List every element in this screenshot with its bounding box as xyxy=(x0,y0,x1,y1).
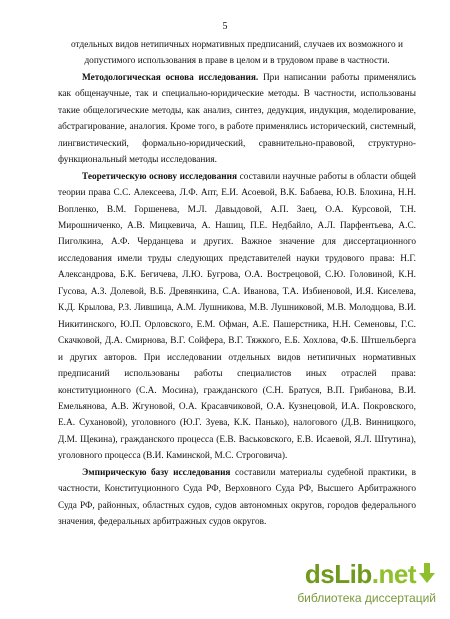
paragraph-methodology xyxy=(58,70,416,169)
watermark-logo-main: dsLib xyxy=(304,559,372,589)
dslib-watermark[interactable] xyxy=(286,559,436,607)
empirical-text: составили материалы судебной практики, в частности, Конституционного Суда РФ, Верховного Суда РФ, Высшего Арбитражного Суда РФ, районных, областных судов, судов автономных округов, городов федерального значения, федеральных арбитражных судов округов. xyxy=(58,467,416,528)
document-body xyxy=(58,37,416,531)
watermark-logo xyxy=(305,559,416,590)
download-arrow-icon xyxy=(418,563,436,585)
methodology-heading: Методологическая основа исследования. xyxy=(82,72,259,83)
theory-heading: Теоретическую основу исследования xyxy=(82,171,237,182)
paragraph-continuation: отдельных видов нетипичных нормативных предписаний, случаев их возможного и допустимого использования в праве в целом и в трудовом праве в частности. xyxy=(71,40,403,67)
theory-text: составили научные работы в области общей теории права С.С. Алексеева, Л.Ф. Апт, Е.И. Асоевой, В.К. Бабаева, Ю.В. Блохина, Н.Н. Вопленко, В.М. Горшенева, М.Л. Давыдовой, А.П. Заец, О.А. Курсовой, Т.Н. Мирошниченко, А.В. Мицкевича, А. Нашиц, П.Е. Недбайло, А.Л. Парфентьева, А.С. Пиголкина, А.Ф. Черданцева и других. Важное значение для диссертационного исследования имели труды следующих представителей науки трудового права: Н.Г. Александрова, Б.К. Бегичева, Л.Ю. Бугрова, О.А. Вострецовой, С.Ю. Головиной, К.Н. Гусова, А.З. Долевой, В.Б. Древянкина, С.А. Иванова, Т.А. Избиеновой, И.Я. Киселева, К.Д. Крылова, Р.З. Лившица, А.М. Лушникова, М.В. Лушниковой, М.В. Молодцова, В.И. Никитинского, Ю.П. Орловского, Е.М. Офман, А.Е. Пашерстника, Н.Н. Семеновы, Г.С. Скачковой, Д.А. Смирнова, В.Г. Сойфера, В.Г. Тяжкого, Е.Б. Хохлова, Ф.Б. Штшельберга и других авторов. При исследовании отдельных видов нетипичных нормативных предписаний использованы работы специалистов иных отраслей права: конституционного (С.А. Мосина), гражданского (С.Н. Братуся, В.П. Грибанова, В.И. Емельянова, А.В. Жгуновой, О.А. Красавчиковой, О.А. Кузнецовой, И.А. Покровского, Е.А. Сухановой), уголовного (Ю.Г. Зуева, К.К. Панько), налогового (Д.В. Винницкого, Д.М. Щекина), гражданского процесса (Е.В. Васьковского, Е.В. Исаевой, Я.Л. Штутина), уголовного процесса (В.И. Каминской, М.С. Строговича). xyxy=(58,171,417,462)
paragraph-theory xyxy=(58,169,416,465)
paragraph-empirical xyxy=(58,465,416,531)
watermark-logo-domain: .net xyxy=(371,559,416,589)
methodology-text: При написании работы применялись как общенаучные, так и специально-юридические методы. В частности, использованы такие общелогические методы, как анализ, синтез, дедукция, индукция, моделирование, абстрагирование, аналогия. Кроме того, в работе применялись исторический, системный, лингвистический, формально-юридический, сравнительно-правовой, структурно-функциональный методы исследования. xyxy=(58,72,416,166)
empirical-heading: Эмпирическую базу исследования xyxy=(82,467,231,478)
watermark-subtitle: библиотека диссертаций xyxy=(297,591,436,605)
page-number: 5 xyxy=(222,21,228,32)
